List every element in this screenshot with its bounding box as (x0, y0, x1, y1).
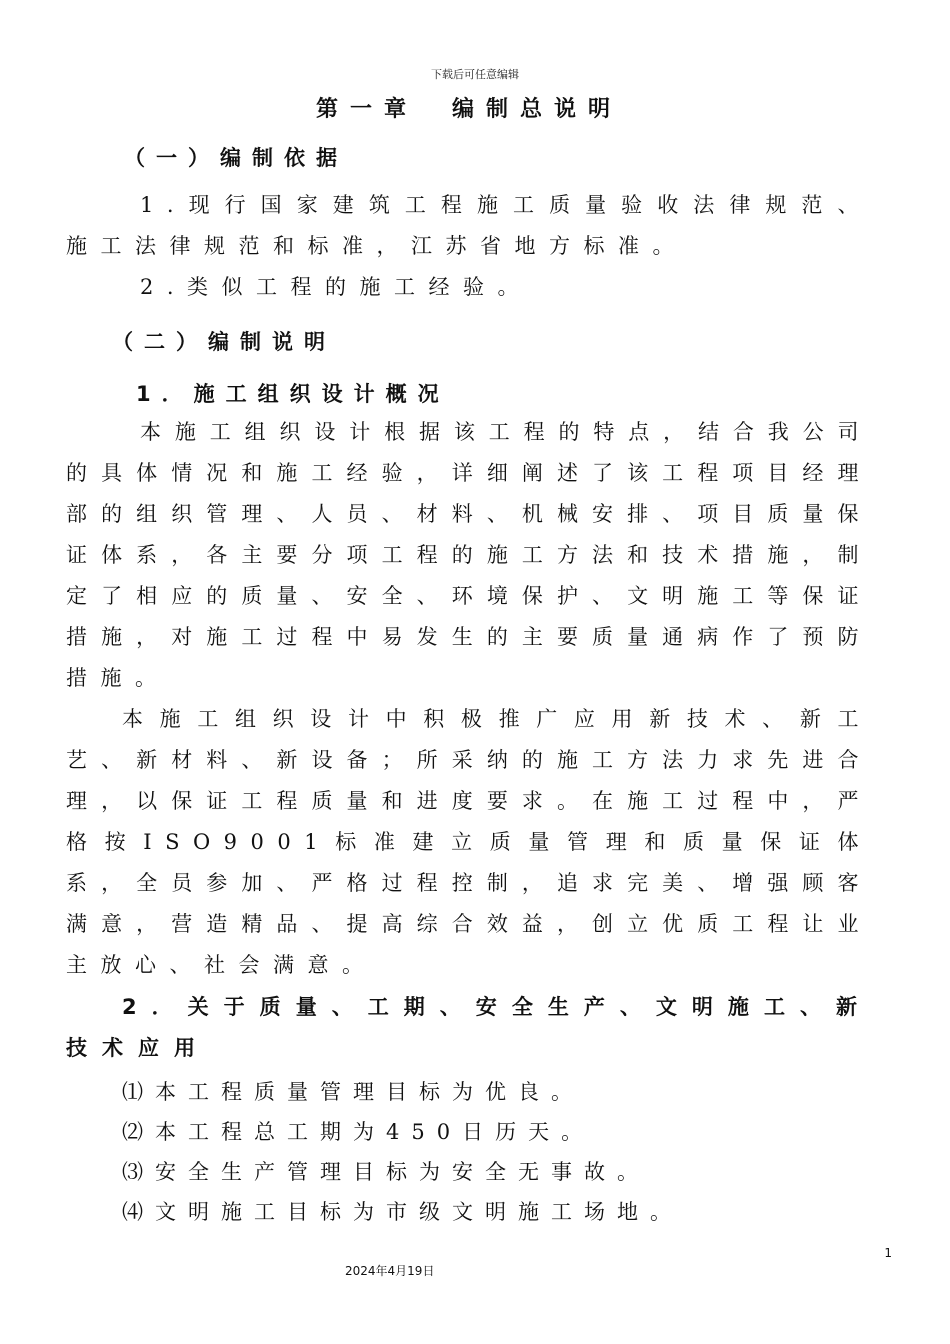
page-number: 1 (884, 1246, 892, 1260)
goal-item-civilized: ⑷文明施工目标为市级文明施工场地。 (122, 1200, 683, 1224)
basis-item-1: 1.现行国家建筑工程施工质量验收法律规范、施工法律规范和标准，江苏省地方标准。 (66, 193, 872, 258)
goal-item-safety: ⑶安全生产管理目标为安全无事故。 (122, 1160, 650, 1184)
subsection-title-overview: 1．施工组织设计概况 (136, 382, 450, 406)
section-title-basis: （一）编制依据 (124, 146, 348, 170)
goal-item-schedule: ⑵本工程总工期为450日历天。 (122, 1120, 595, 1144)
chapter-title: 第一章 编制总说明 (315, 97, 622, 122)
overview-paragraph-1: 本施工组织设计根据该工程的特点，结合我公司的具体情况和施工经验，详细阐述了该工程项目经理部的组织管理、人员、材料、机械安排、项目质量保证体系，各主要分项工程的施工方法和技术措施，制定了相应的质量、安全、环境保护、文明施工等保证措施，对施工过程中易发生的主要质量通病作了预防措施。 (66, 420, 872, 690)
subsection-title-goals: 2．关于质量、工期、安全生产、文明施工、新技术应用 (66, 995, 872, 1060)
goal-item-quality: ⑴本工程质量管理目标为优良。 (122, 1080, 584, 1104)
overview-paragraph-2: 本施工组织设计中积极推广应用新技术、新工艺、新材料、新设备；所采纳的施工方法力求先进合理，以保证工程质量和进度要求。在施工过程中，严格按ISO9001标准建立质量管理和质量保证体系，全员参加、严格过程控制，追求完美、增强顾客满意，营造精品、提高综合效益，创立优质工程让业主放心、社会满意。 (66, 707, 872, 977)
section-title-notes: （二）编制说明 (112, 330, 336, 354)
header-note: 下载后可任意编辑 (431, 68, 519, 81)
footer-date: 2024年4月19日 (345, 1264, 435, 1278)
basis-item-2: 2.类似工程的施工经验。 (140, 275, 533, 299)
